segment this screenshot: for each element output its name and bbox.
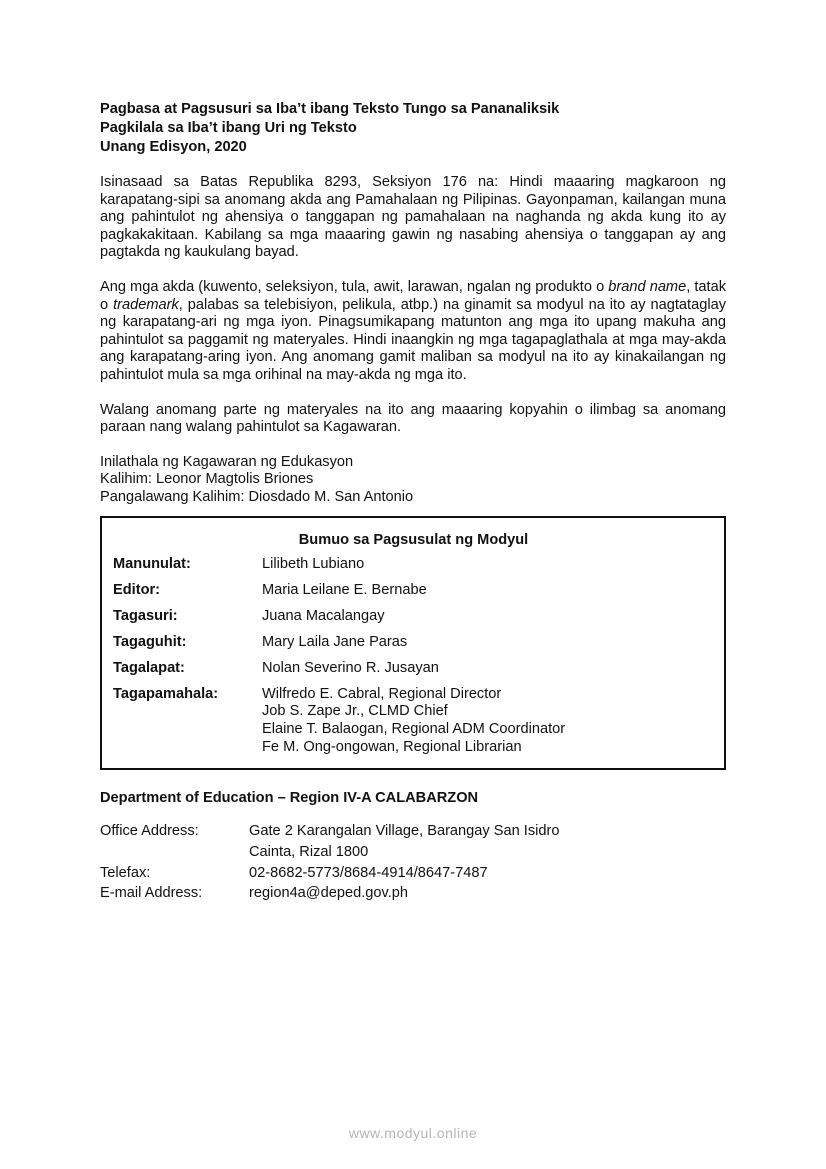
credit-label: Tagalapat:	[113, 659, 185, 676]
edition: Unang Edisyon, 2020	[100, 139, 247, 155]
reproduction-paragraph: Walang anomang parte ng materyales na ito ang maaaring kopyahin o ilimbag sa anomang paraan nang walang pahintulot sa Kagawaran.	[100, 401, 726, 436]
credit-value: Maria Leilane E. Bernabe	[262, 581, 427, 598]
credit-row	[113, 634, 714, 652]
undersecretary-line: Pangalawang Kalihim: Diosdado M. San Antonio	[100, 488, 414, 505]
text: , palabas sa telebisiyon, pelikula, atbp.) na ginamit sa modyul na ito ay nagtataglay ng karapatang-ari ng mga iyon. Pinagsumikapang matunton ang mga ito upang makuha ang pahintulot sa paggamit ng materyales. Hindi inaangkin ng mga tagapaglathala at mga may-akda ang karapatang-aring iyon. Ang anomang gamit maliban sa modyul na ito ay kinakailangan ng pahintulot mula sa mga orihinal na may-akda ng mga ito.	[100, 296, 726, 383]
credit-label: Tagasuri:	[113, 607, 178, 624]
rights-paragraph	[100, 279, 726, 385]
text-italic: trademark	[113, 296, 179, 313]
copyright-paragraph: Isinasaad sa Batas Republika 8293, Seksiyon 176 na: Hindi maaaring magkaroon ng karapatang-sipi sa anomang akda ang Pamahalaan ng Pilipinas. Gayonpaman, kailangan muna ang pahintulot ng ahensiya o tanggapan ng pamahalaan na naghanda ng akda kung ito ay pagkakakitaan. Kabilang sa mga maaaring gawin ng nasabing ahensiya o tanggapan ay ang pagtakda ng kaukulang bayad.	[100, 174, 726, 261]
text: Ang mga akda (kuwento, seleksiyon, tula, awit, larawan, ngalan ng produkto o	[100, 278, 609, 295]
publisher-line: Inilathala ng Kagawaran ng Edukasyon	[100, 453, 354, 470]
credits-heading: Bumuo sa Pagsusulat ng Modyul	[298, 531, 529, 548]
book-title: Pagbasa at Pagsusuri sa Iba’t ibang Teksto Tungo sa Pananaliksik	[100, 101, 560, 117]
credit-value: Elaine T. Balaogan, Regional ADM Coordinator	[262, 720, 566, 737]
secretary-line: Kalihim: Leonor Magtolis Briones	[100, 471, 314, 488]
credit-label: Editor:	[113, 581, 161, 598]
office-label-spacer	[100, 844, 249, 862]
credit-values	[262, 686, 714, 757]
text-italic: brand name	[608, 278, 687, 295]
credit-row	[113, 608, 714, 626]
contact-info	[100, 823, 726, 902]
publisher-info	[100, 454, 726, 507]
department-heading: Department of Education – Region IV-A CALABARZON	[100, 790, 479, 807]
watermark: www.modyul.online	[348, 1125, 478, 1141]
credit-row	[113, 556, 714, 574]
credit-value: Wilfredo E. Cabral, Regional Director	[262, 685, 502, 702]
credit-row	[113, 686, 714, 757]
credit-row	[113, 582, 714, 600]
telefax-label: Telefax:	[100, 864, 151, 881]
credit-value: Fe M. Ong-ongowan, Regional Librarian	[262, 738, 522, 755]
credit-label: Tagapamahala:	[113, 685, 219, 702]
module-title: Pagkilala sa Iba’t ibang Uri ng Teksto	[100, 120, 357, 136]
credit-value: Lilibeth Lubiano	[262, 555, 365, 572]
office-line-2: Cainta, Rizal 1800	[249, 843, 369, 860]
credit-value: Job S. Zape Jr., CLMD Chief	[262, 703, 448, 720]
document-page	[100, 100, 726, 903]
credit-value: Mary Laila Jane Paras	[262, 633, 408, 650]
credit-row	[113, 660, 714, 678]
credits-box	[100, 516, 726, 771]
telefax-value: 02-8682-5773/8684-4914/8647-7487	[249, 864, 488, 881]
text: , tatak o	[100, 278, 727, 313]
email-value[interactable]: region4a@deped.gov.ph	[249, 885, 408, 902]
office-line-1: Gate 2 Karangalan Village, Barangay San Isidro	[249, 823, 560, 840]
office-label: Office Address:	[100, 823, 199, 840]
credit-value: Nolan Severino R. Jusayan	[262, 659, 439, 676]
email-label: E-mail Address:	[100, 885, 203, 902]
document-header	[100, 100, 726, 157]
credit-label: Tagaguhit:	[113, 633, 187, 650]
credit-label: Manunulat:	[113, 555, 191, 572]
credit-value: Juana Macalangay	[262, 607, 385, 624]
